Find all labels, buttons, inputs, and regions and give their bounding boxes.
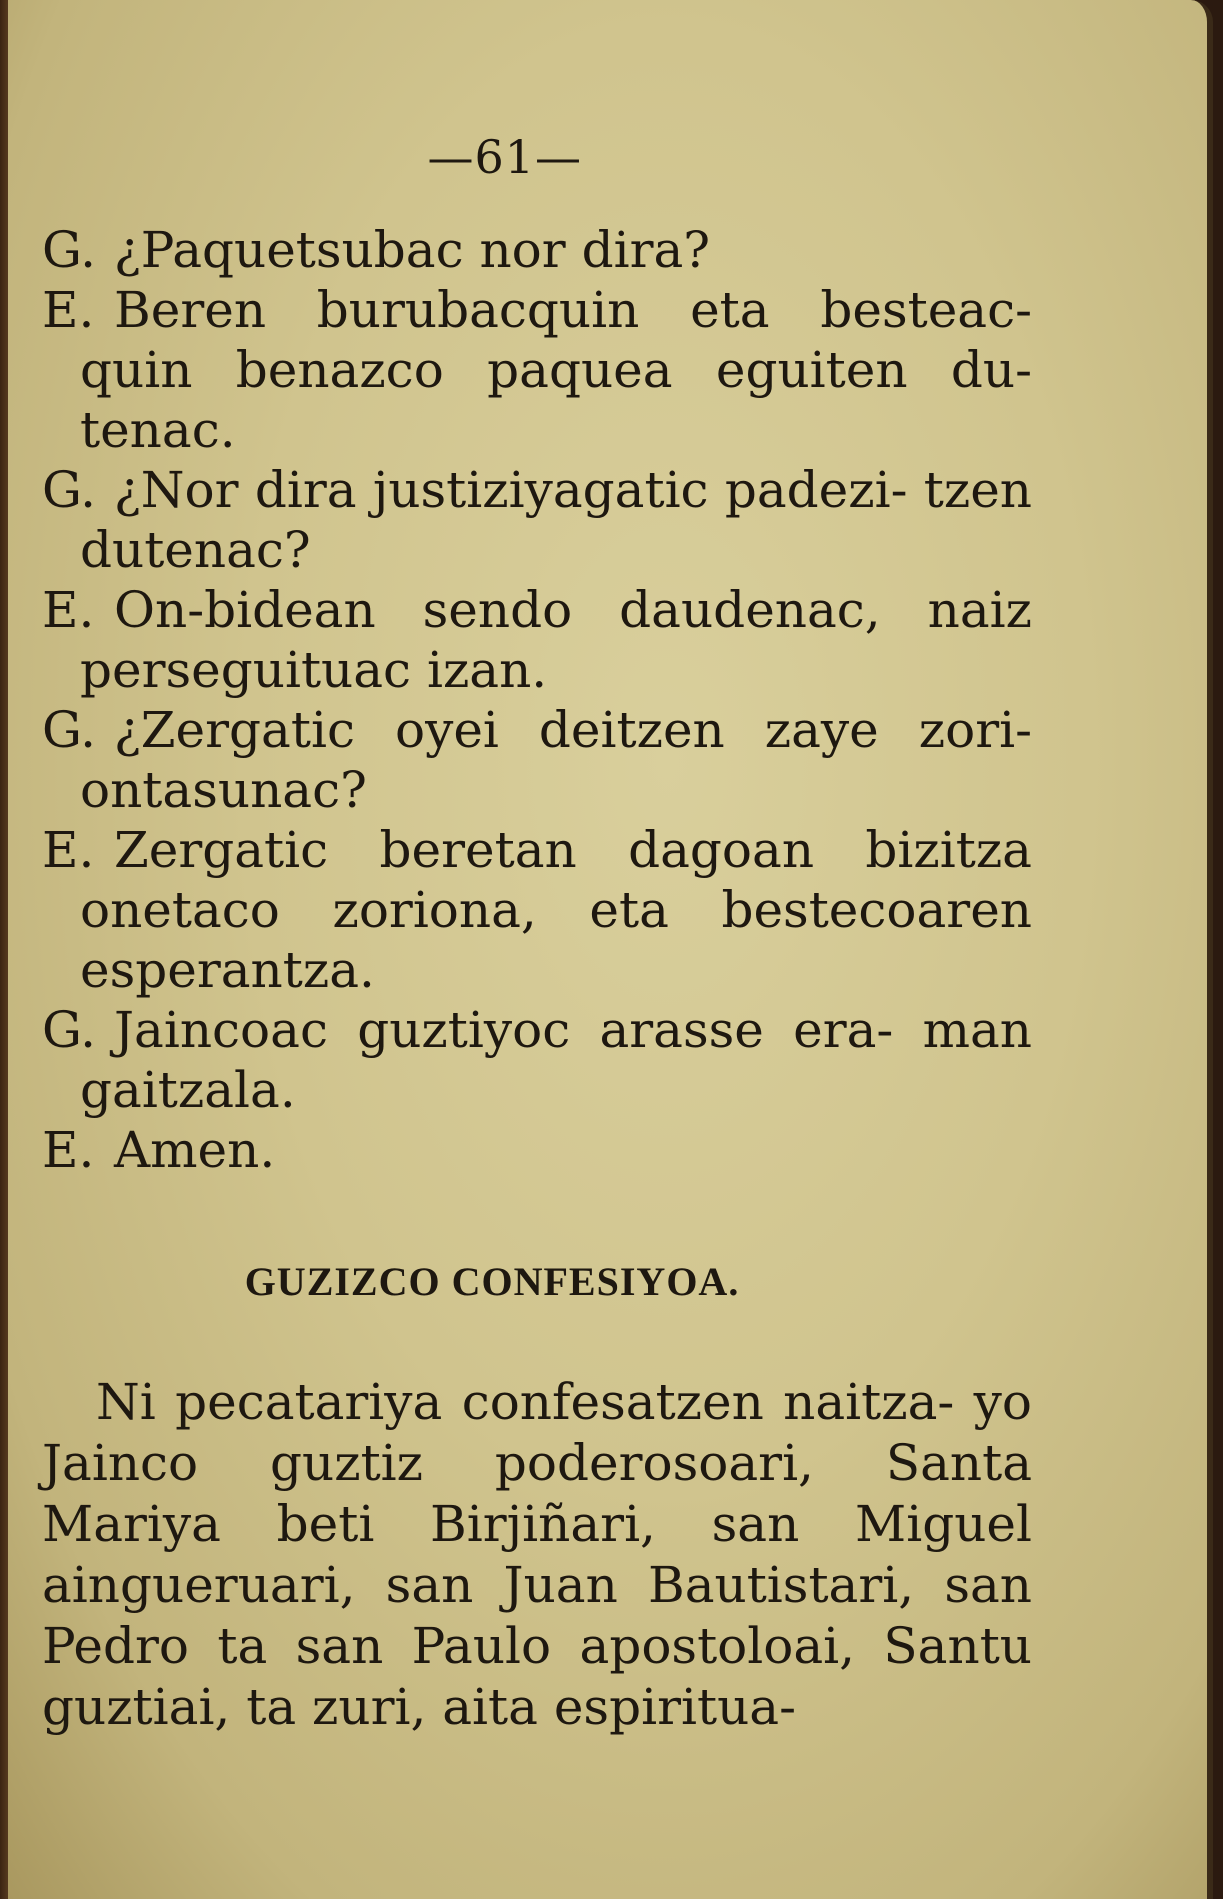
confession-paragraph: Ni pecatariya confesatzen naitza- yo Jainco guztiz poderosoari, Santa Mariya beti Birjiñari, san Miguel ainguеruari, san Juan Bautistari, san Pedro ta san Paulo apostoloai, Santu guztiai, ta zuri, aita espiritua- — [42, 1373, 1032, 1736]
dialogue-line — [42, 280, 1032, 460]
speaker-label: E. — [42, 281, 95, 339]
dialogue-text: Amen. — [114, 1121, 276, 1179]
dialogue-line — [42, 700, 1032, 820]
dialogue-text: On-bidean sendo daudenac, naiz perseguituac izan. — [80, 581, 1032, 699]
dialogue-text: ¿Paquetsubac nor dira? — [114, 221, 711, 279]
dialogue-line — [42, 1120, 1032, 1180]
dialogue-text: Beren burubacquin eta besteac- quin benazco paquea eguiten du- tenac. — [80, 281, 1032, 459]
speaker-label: G. — [42, 701, 97, 759]
dialogue-line — [42, 820, 1032, 1000]
page-number: —61— — [427, 130, 582, 184]
dialogue-text: Zergatic beretan dagoan bizitza onetaco zoriona, eta bestecoaren esperantza. — [80, 821, 1032, 999]
dialogue-text: Jaincoac guztiyoc arasse era- man gaitzala. — [80, 1001, 1032, 1119]
speaker-label: E. — [42, 581, 95, 639]
speaker-label: G. — [42, 221, 97, 279]
speaker-label: G. — [42, 461, 97, 519]
book-page — [8, 0, 1213, 1899]
speaker-label: G. — [42, 1001, 97, 1059]
dialogue-text: ¿Zergatic oyei deitzen zaye zori- ontasunac? — [80, 701, 1032, 819]
catechism-dialogue — [42, 220, 1032, 1180]
dialogue-line — [42, 1000, 1032, 1120]
dialogue-line — [42, 220, 1032, 280]
speaker-label: E. — [42, 821, 95, 879]
dialogue-line — [42, 460, 1032, 580]
dialogue-line — [42, 580, 1032, 700]
speaker-label: E. — [42, 1121, 95, 1179]
dialogue-text: ¿Nor dira justiziyagatic padezi- tzen dutenac? — [80, 461, 1032, 579]
section-title: GUZIZCO CONFESIYOA. — [244, 1259, 740, 1304]
